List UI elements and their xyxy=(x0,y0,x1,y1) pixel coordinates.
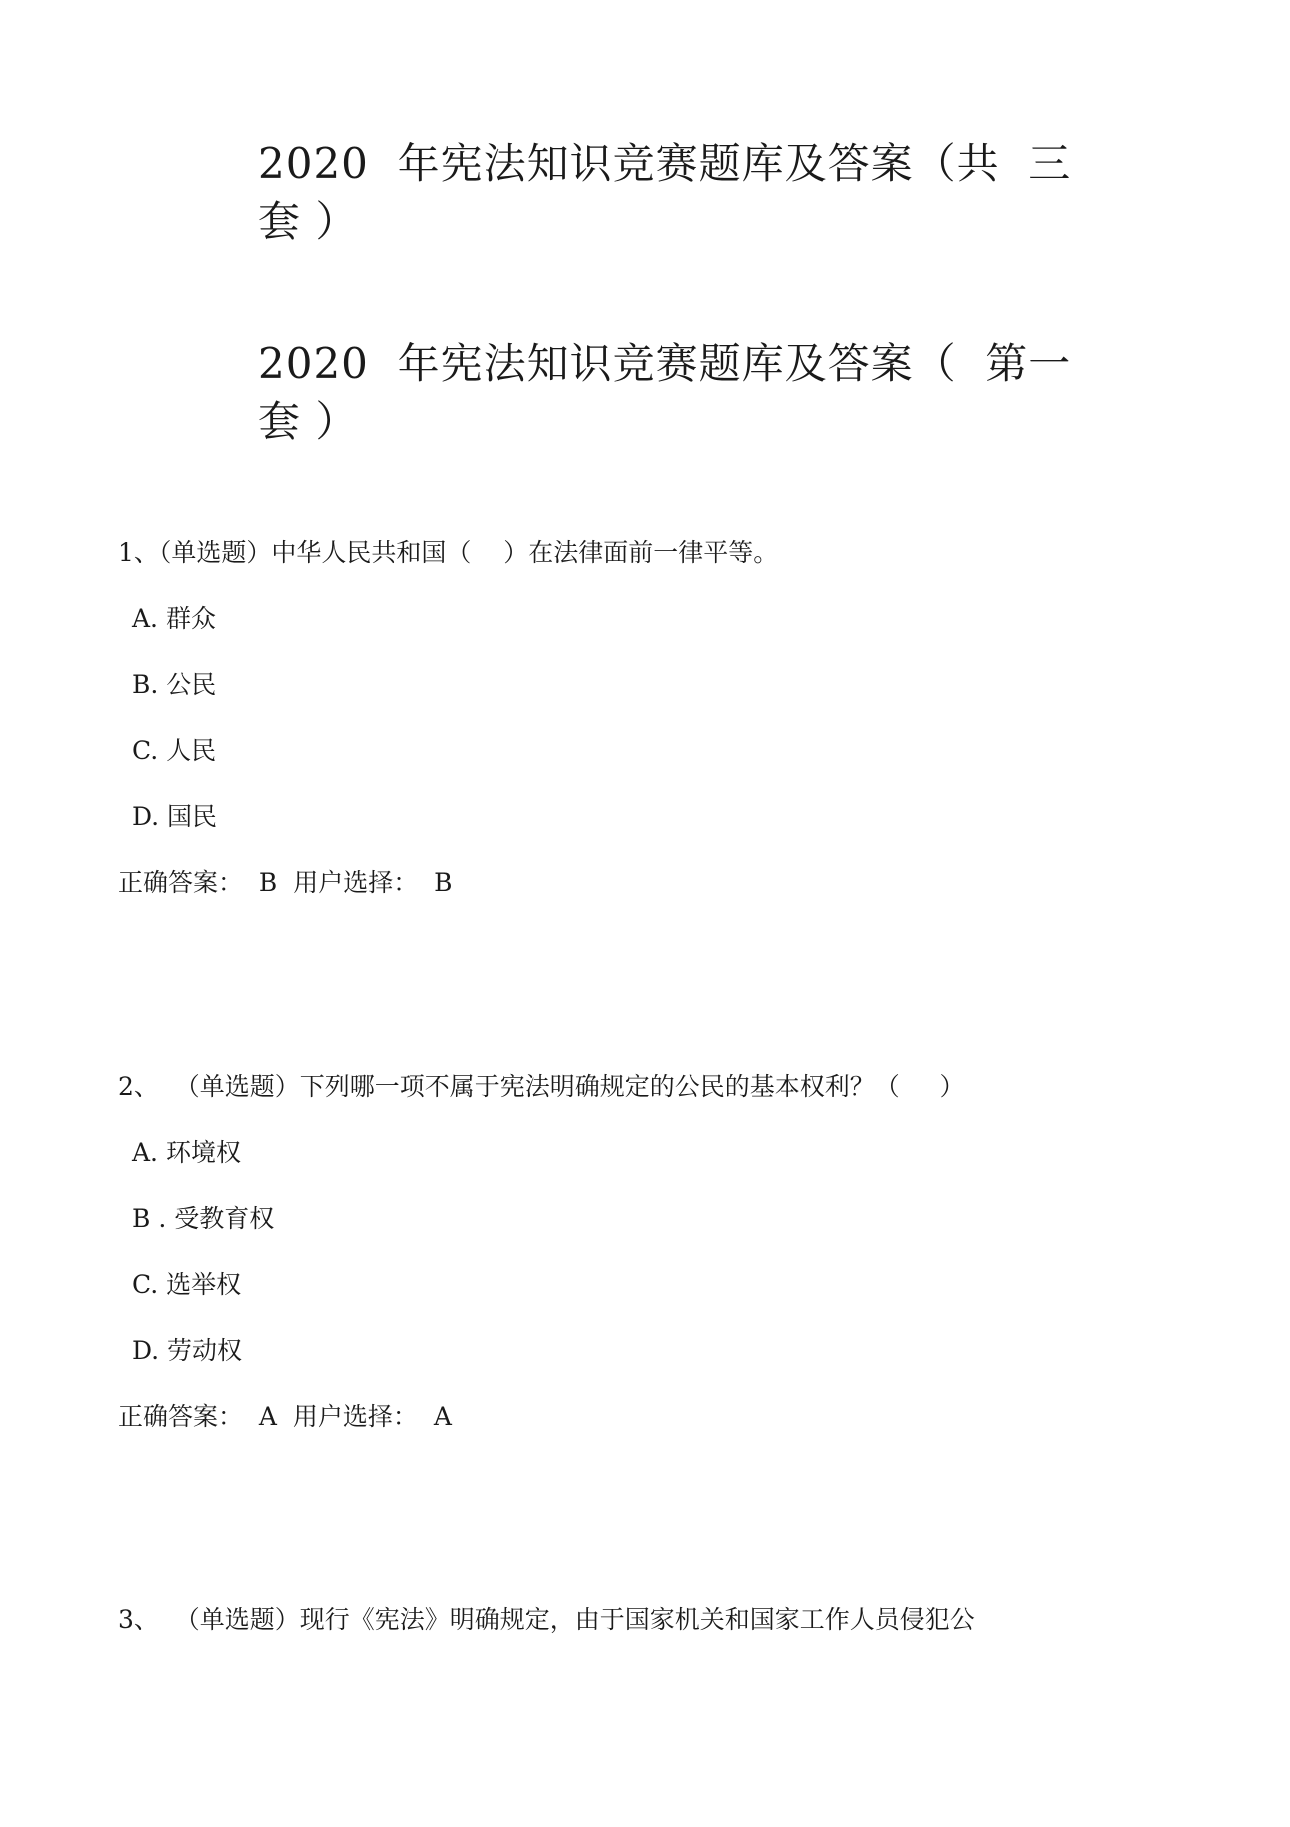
question-text: 2、 （单选题）下列哪一项不属于宪法明确规定的公民的基本权利？（ ） xyxy=(118,1072,965,1101)
answer-line xyxy=(118,1402,1118,1432)
user-choice-value: A xyxy=(433,1402,452,1431)
user-choice-value: B xyxy=(434,868,453,897)
user-choice-label: 用户选择： xyxy=(292,1402,418,1431)
option-c: C. 选举权 xyxy=(132,1270,242,1299)
answer-line xyxy=(118,868,1118,898)
correct-answer-label: 正确答案： xyxy=(118,1402,244,1431)
option-d: D. 劳动权 xyxy=(132,1336,243,1365)
correct-answer-value: B xyxy=(258,868,278,897)
option-a: A. 群众 xyxy=(132,604,216,633)
correct-answer-value: A xyxy=(258,1402,277,1431)
option-b: B. 公民 xyxy=(132,670,217,699)
document-title: 2020 年宪法知识竞赛题库及答案（共 三 套 ） xyxy=(258,139,1072,246)
question-1 xyxy=(118,538,1118,898)
user-choice-label: 用户选择： xyxy=(293,868,419,897)
question-3 xyxy=(118,1605,1118,1671)
option-d: D. 国民 xyxy=(132,802,218,831)
question-2 xyxy=(118,1072,1118,1432)
question-text: 3、 （单选题）现行《宪法》明确规定，由于国家机关和国家工作人员侵犯公 xyxy=(118,1605,975,1634)
option-c: C. 人民 xyxy=(132,736,217,765)
question-text: 1、（单选题）中华人民共和国（ ）在法律面前一律平等。 xyxy=(118,538,779,567)
option-b: B . 受教育权 xyxy=(132,1204,275,1233)
option-a: A. 环境权 xyxy=(132,1138,241,1167)
section-title: 2020 年宪法知识竞赛题库及答案（ 第一 套 ） xyxy=(258,339,1072,446)
correct-answer-label: 正确答案： xyxy=(118,868,244,897)
